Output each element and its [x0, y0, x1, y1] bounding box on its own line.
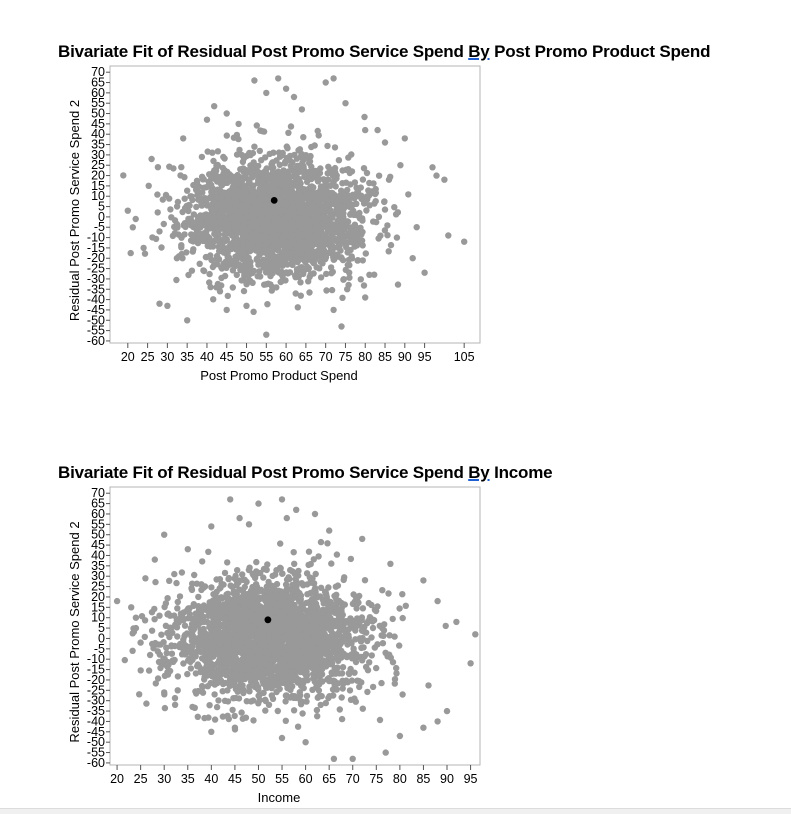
y-tick-label: 5 — [98, 200, 105, 214]
data-point — [337, 706, 343, 712]
data-point — [303, 600, 309, 606]
data-point — [326, 678, 332, 684]
data-point — [390, 616, 396, 622]
x-tick-label: 35 — [180, 350, 194, 364]
y-tick-label: 50 — [91, 528, 105, 542]
data-point — [279, 571, 285, 577]
by-link[interactable]: By — [468, 463, 489, 482]
data-point — [334, 664, 340, 670]
y-tick-label: 0 — [98, 631, 105, 645]
data-point — [331, 593, 337, 599]
y-tick-label: 40 — [91, 548, 105, 562]
y-tick-label: -35 — [87, 704, 105, 718]
data-point — [175, 687, 181, 693]
data-point — [352, 601, 358, 607]
data-point — [373, 665, 379, 671]
data-point — [226, 575, 232, 581]
x-tick-label: 35 — [181, 772, 195, 786]
y-tick-label: -55 — [87, 324, 105, 338]
data-point — [403, 603, 409, 609]
data-point — [175, 673, 181, 679]
panel-title-suffix: Income — [490, 463, 553, 482]
data-point — [283, 692, 289, 698]
y-tick-label: 25 — [91, 580, 105, 594]
data-point — [283, 718, 289, 724]
y-tick-label: 70 — [91, 486, 105, 500]
y-axis-label: Residual Post Promo Service Spend 2 — [67, 521, 82, 742]
data-point — [306, 612, 312, 618]
data-point — [175, 599, 181, 605]
data-point — [385, 590, 391, 596]
y-tick-label: -60 — [87, 756, 105, 770]
data-point — [243, 598, 249, 604]
data-point — [198, 606, 204, 612]
data-point — [230, 695, 236, 701]
data-point — [313, 571, 319, 577]
y-tick-label: -15 — [87, 663, 105, 677]
data-point — [234, 567, 240, 573]
y-tick-label: -30 — [87, 694, 105, 708]
data-point — [311, 580, 317, 586]
data-point — [425, 682, 431, 688]
y-tick-label: 10 — [91, 611, 105, 625]
data-point — [220, 713, 226, 719]
x-tick-label: 75 — [369, 772, 383, 786]
data-point — [346, 670, 352, 676]
y-tick-label: 55 — [91, 96, 105, 110]
y-tick-label: 10 — [91, 189, 105, 203]
data-point — [363, 630, 369, 636]
x-tick-label: 50 — [252, 772, 266, 786]
y-tick-label: -25 — [87, 683, 105, 697]
x-tick-label: 25 — [134, 772, 148, 786]
y-tick-label: -45 — [87, 303, 105, 317]
data-point — [238, 709, 244, 715]
y-tick-label: -30 — [87, 272, 105, 286]
data-point — [339, 694, 345, 700]
data-point — [324, 540, 330, 546]
data-point — [199, 683, 205, 689]
data-point — [136, 691, 142, 697]
data-point — [182, 632, 188, 638]
x-tick-label: 90 — [440, 772, 454, 786]
data-point — [291, 707, 297, 713]
y-tick-label: -40 — [87, 714, 105, 728]
x-axis-label: Post Promo Product Spend — [200, 368, 358, 383]
data-point — [171, 571, 177, 577]
data-point — [182, 623, 188, 629]
data-point — [213, 576, 219, 582]
y-tick-label: 65 — [91, 76, 105, 90]
x-axis — [110, 765, 477, 786]
data-point — [396, 605, 402, 611]
data-point — [392, 676, 398, 682]
data-point — [275, 663, 281, 669]
data-point — [295, 724, 301, 730]
data-point — [270, 573, 276, 579]
y-tick-label: -20 — [87, 251, 105, 265]
by-link[interactable]: By — [468, 42, 489, 61]
data-point — [396, 642, 402, 648]
data-point — [173, 580, 179, 586]
y-tick-label: 20 — [91, 590, 105, 604]
y-axis-label: Residual Post Promo Service Spend 2 — [67, 100, 82, 321]
y-tick-label: 30 — [91, 148, 105, 162]
data-point — [400, 615, 406, 621]
data-point — [399, 691, 405, 697]
y-tick-label: 5 — [98, 621, 105, 635]
x-tick-label: 40 — [204, 772, 218, 786]
data-point — [174, 624, 180, 630]
data-point — [129, 648, 135, 654]
data-point — [208, 584, 214, 590]
data-point — [379, 587, 385, 593]
y-tick-label: -15 — [87, 241, 105, 255]
data-point — [152, 579, 158, 585]
y-tick-label: -25 — [87, 262, 105, 276]
data-point — [304, 693, 310, 699]
data-point — [200, 666, 206, 672]
data-point — [229, 707, 235, 713]
data-point — [191, 572, 197, 578]
data-point — [348, 556, 354, 562]
data-point — [172, 702, 178, 708]
panel-title-prefix: Bivariate Fit of Residual Post Promo Service Spend — [58, 463, 468, 482]
data-point — [360, 644, 366, 650]
x-tick-label: 30 — [160, 350, 174, 364]
data-point — [443, 623, 449, 629]
panel-title-prefix: Bivariate Fit of Residual Post Promo Service Spend — [58, 42, 468, 61]
data-point — [285, 574, 291, 580]
data-point — [155, 675, 161, 681]
data-point — [225, 698, 231, 704]
data-point — [174, 605, 180, 611]
data-point — [359, 657, 365, 663]
x-tick-label: 45 — [220, 350, 234, 364]
data-point — [250, 572, 256, 578]
data-point — [243, 579, 249, 585]
y-tick-label: 0 — [98, 210, 105, 224]
data-point — [291, 549, 297, 555]
x-tick-label: 90 — [398, 350, 412, 364]
data-point — [362, 577, 368, 583]
data-point — [236, 597, 242, 603]
data-point — [354, 653, 360, 659]
x-tick-label: 70 — [319, 350, 333, 364]
data-point — [365, 667, 371, 673]
data-point — [162, 705, 168, 711]
x-tick-label: 25 — [141, 350, 155, 364]
data-point — [340, 664, 346, 670]
y-tick-label: -60 — [87, 334, 105, 348]
data-point — [339, 716, 345, 722]
data-point — [214, 704, 220, 710]
data-point — [222, 570, 228, 576]
data-point — [192, 688, 198, 694]
y-tick-label: -50 — [87, 313, 105, 327]
data-point — [378, 680, 384, 686]
data-point — [360, 605, 366, 611]
data-point — [195, 714, 201, 720]
data-point — [336, 613, 342, 619]
y-tick-label: 60 — [91, 507, 105, 521]
y-tick-label: -45 — [87, 725, 105, 739]
y-tick-label: 15 — [91, 600, 105, 614]
data-point — [158, 632, 164, 638]
data-point — [380, 640, 386, 646]
data-point — [370, 684, 376, 690]
data-point — [206, 702, 212, 708]
y-tick-label: -10 — [87, 231, 105, 245]
y-tick-label: -40 — [87, 293, 105, 307]
data-point — [236, 676, 242, 682]
x-tick-label: 85 — [378, 350, 392, 364]
data-point — [350, 591, 356, 597]
y-tick-label: -35 — [87, 282, 105, 296]
data-point — [366, 600, 372, 606]
x-tick-label: 65 — [322, 772, 336, 786]
data-point — [292, 576, 298, 582]
data-point — [250, 717, 256, 723]
data-point — [318, 702, 324, 708]
data-point — [370, 625, 376, 631]
data-point — [188, 665, 194, 671]
data-point — [205, 714, 211, 720]
data-point — [304, 570, 310, 576]
data-point — [149, 628, 155, 634]
data-point — [184, 671, 190, 677]
data-point — [277, 540, 283, 546]
data-point — [315, 615, 321, 621]
y-tick-label: -5 — [94, 220, 105, 234]
panel-title-suffix: Post Promo Product Spend — [490, 42, 711, 61]
data-point — [235, 689, 241, 695]
data-point — [236, 695, 242, 701]
y-tick-label: 15 — [91, 179, 105, 193]
y-tick-label: 55 — [91, 517, 105, 531]
x-tick-label: 75 — [339, 350, 353, 364]
data-point — [377, 717, 383, 723]
data-point — [364, 689, 370, 695]
data-point — [278, 565, 284, 571]
y-tick-label: -55 — [87, 746, 105, 760]
data-point — [240, 690, 246, 696]
x-tick-label: 55 — [275, 772, 289, 786]
data-point — [162, 673, 168, 679]
y-tick-label: 45 — [91, 117, 105, 131]
x-tick-label: 20 — [121, 350, 135, 364]
y-tick-label: 45 — [91, 538, 105, 552]
y-tick-label: 35 — [91, 138, 105, 152]
x-tick-label: 55 — [259, 350, 273, 364]
data-point — [399, 591, 405, 597]
data-point — [195, 594, 201, 600]
data-point — [263, 698, 269, 704]
data-point — [143, 700, 149, 706]
data-point — [189, 587, 195, 593]
data-point — [291, 561, 297, 567]
x-tick-label: 40 — [200, 350, 214, 364]
data-point — [205, 549, 211, 555]
data-point — [324, 614, 330, 620]
data-point — [168, 625, 174, 631]
data-point — [369, 652, 375, 658]
data-point — [314, 707, 320, 713]
data-point — [393, 665, 399, 671]
data-point — [151, 616, 157, 622]
data-point — [260, 574, 266, 580]
y-tick-label: 50 — [91, 107, 105, 121]
y-tick-label: 20 — [91, 169, 105, 183]
data-point — [328, 560, 334, 566]
x-tick-label: 60 — [299, 772, 313, 786]
data-point — [316, 687, 322, 693]
x-axis-label: Income — [258, 790, 301, 805]
x-tick-label: 80 — [393, 772, 407, 786]
data-point — [177, 593, 183, 599]
x-tick-label: 20 — [110, 772, 124, 786]
data-point — [380, 633, 386, 639]
data-point — [225, 591, 231, 597]
data-point — [275, 708, 281, 714]
data-point — [142, 617, 148, 623]
data-point — [298, 701, 304, 707]
x-tick-label: 30 — [157, 772, 171, 786]
data-point — [138, 667, 144, 673]
x-tick-label: 45 — [228, 772, 242, 786]
data-point — [179, 569, 185, 575]
y-tick-label: -10 — [87, 652, 105, 666]
data-point — [239, 571, 245, 577]
data-point — [306, 549, 312, 555]
data-point — [166, 634, 172, 640]
data-point — [316, 673, 322, 679]
y-tick-label: 60 — [91, 86, 105, 100]
data-point — [289, 582, 295, 588]
x-tick-label: 60 — [279, 350, 293, 364]
data-point — [244, 698, 250, 704]
data-point — [347, 687, 353, 693]
data-point — [313, 680, 319, 686]
data-point — [172, 695, 178, 701]
data-point — [299, 710, 305, 716]
data-point — [318, 539, 324, 545]
data-point — [146, 667, 152, 673]
x-tick-label: 80 — [358, 350, 372, 364]
x-tick-label: 50 — [240, 350, 254, 364]
data-point — [164, 650, 170, 656]
y-tick-label: -50 — [87, 735, 105, 749]
data-point — [283, 581, 289, 587]
x-tick-label: 95 — [418, 350, 432, 364]
data-point — [122, 657, 128, 663]
x-tick-label: 95 — [464, 772, 478, 786]
y-tick-label: 35 — [91, 559, 105, 573]
data-point — [200, 690, 206, 696]
y-tick-label: 40 — [91, 127, 105, 141]
data-point — [327, 599, 333, 605]
data-point — [231, 602, 237, 608]
y-tick-label: -5 — [94, 642, 105, 656]
y-tick-label: 30 — [91, 569, 105, 583]
x-tick-label: 85 — [416, 772, 430, 786]
x-tick-label: 65 — [299, 350, 313, 364]
data-point — [270, 696, 276, 702]
y-tick-label: 70 — [91, 65, 105, 79]
data-point — [372, 644, 378, 650]
y-axis — [87, 486, 110, 770]
x-tick-label: 105 — [454, 350, 475, 364]
x-tick-label: 70 — [346, 772, 360, 786]
y-tick-label: 65 — [91, 497, 105, 511]
data-point — [262, 707, 268, 713]
y-tick-label: -20 — [87, 673, 105, 687]
data-point — [314, 713, 320, 719]
y-tick-label: 25 — [91, 158, 105, 172]
